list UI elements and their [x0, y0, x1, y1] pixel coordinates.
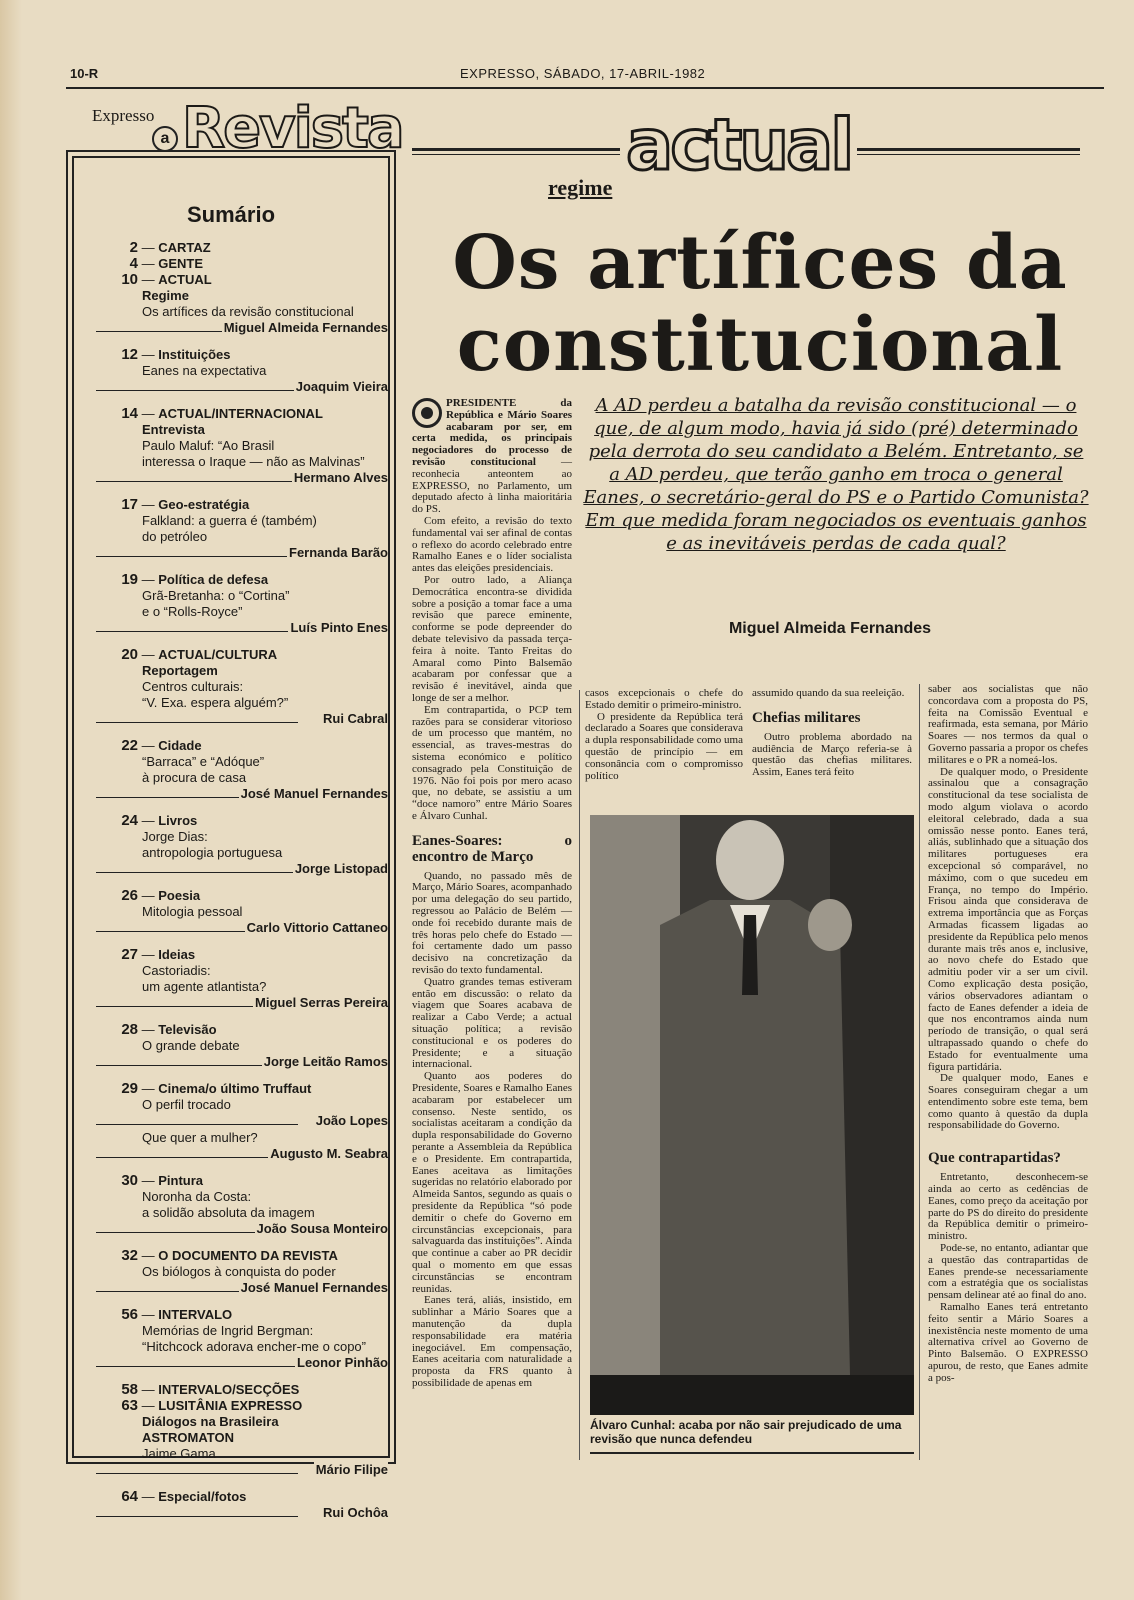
- byline: Miguel Almeida Fernandes: [728, 620, 932, 637]
- summary-section: INTERVALO/SECÇÕES: [158, 1382, 300, 1397]
- summary-page-number: 28: [121, 1021, 138, 1038]
- summary-author: [96, 1462, 388, 1479]
- dash: —: [138, 497, 159, 512]
- summary-line: Eanes na expectativa: [142, 363, 267, 378]
- summary-section: Ideias: [158, 947, 196, 962]
- dash: —: [138, 240, 159, 255]
- lead-text: PRESIDENTE da República e Mário Soares acabaram por ser, em certa medida, os principais negociadores do processo de revisão constitucional: [412, 397, 572, 468]
- summary-line: Paulo Maluf: “Ao Brasil: [142, 438, 275, 453]
- masthead-revista-logo: Revista: [182, 96, 403, 161]
- summary-entry: [96, 497, 388, 562]
- summary-sub: ASTROMATON: [142, 1430, 234, 1445]
- summary-page-number: 56: [121, 1306, 138, 1323]
- summary-author-name: Leonor Pinhão: [297, 1355, 388, 1370]
- summary-entry-head: [96, 1398, 388, 1414]
- photo-figure: [590, 815, 914, 1415]
- summary-author-name: Miguel Serras Pereira: [255, 995, 388, 1010]
- summary-page-number: 14: [121, 405, 138, 422]
- page-number: 10-R: [70, 66, 99, 81]
- summary-entry-head: [96, 647, 388, 663]
- actual-logo: actual: [620, 100, 857, 190]
- summary-line: Que quer a mulher?: [142, 1130, 258, 1145]
- summary-page-number: 4: [129, 255, 138, 272]
- summary-list: [96, 240, 388, 1532]
- summary-section: Instituições: [158, 347, 231, 362]
- summary-line: a solidão absoluta da imagem: [142, 1205, 315, 1220]
- headline-line-1: Os artífices da: [452, 220, 1068, 306]
- summary-author-name: Jorge Listopad: [294, 861, 388, 876]
- paragraph: De qualquer modo, o Presidente assinalou que a consagração constitucional da tese socialista de modo algum violava o acordo eleitoral celebrado, dada a sua omissão nesse ponto. Eanes terá, aliás, sublinhado que a situação dos militares portugueses era excepcional só comparável, no máximo, com o que sucedeu em França, no tempo do Império. Frisou ainda que considerava de extrema importância que as Forças Armadas ficassem ligadas ao presidente da República pelo menos durante mais três anos e, inclusive, ao novo chefe do Estado que admitiu poder vir a ser um civil. Como explicação desta posição, vários observadores adiantam o facto de Eanes defender a ideia de que nos encontramos ainda num período de transição, o qual será ultrapassado quando o chefe do Estado for eventualmente uma figura partidária.: [928, 765, 1088, 1073]
- paragraph: Ramalho Eanes terá entretanto feito sentir a Mário Soares a inexistência neste momento de uma alternativa crível ao Governo de Pinto Balsemão. O EXPRESSO apurou, de resto, que Eanes admite a pos-: [928, 1301, 1088, 1384]
- summary-page-number: 10: [121, 271, 138, 288]
- summary-author: [96, 1280, 388, 1297]
- summary-line: Noronha da Costa:: [142, 1189, 252, 1204]
- summary-line: Castoriadis:: [142, 963, 211, 978]
- dash: —: [138, 347, 159, 362]
- summary-entry: [96, 256, 388, 272]
- summary-entry-head: [96, 813, 388, 829]
- summary-line: um agente atlantista?: [142, 979, 267, 994]
- dash: —: [138, 1398, 159, 1413]
- bullet-icon: [412, 398, 442, 428]
- subheading: Que contrapartidas?: [928, 1150, 1061, 1167]
- column-3: [752, 688, 912, 779]
- summary-entry: [96, 1489, 388, 1522]
- summary-entry-head: [96, 240, 388, 256]
- summary-page-number: 20: [121, 646, 138, 663]
- paragraph: saber aos socialistas que não concordava com a proposta do PS, feita na Comissão Eventual e reafirmada, esta semana, por Mário Soares — nos termos da qual o Governo passaria a propor os chefes militares e o PR a nomeá-los.: [928, 683, 1088, 766]
- paragraph: Em contrapartida, o PCP tem razões para se considerar vitorioso de um processo que mantém, no essencial, as traves-mestras do sistema económico e político consagrado pela Constituição de 1976. Não foi pois por mero acaso que, no debate, se assistiu a um “doce namoro” entre Mário Soares e Álvaro Cunhal.: [412, 703, 572, 822]
- summary-entry-head: [96, 1382, 388, 1398]
- summary-entry-head: [96, 1022, 388, 1038]
- column-2: [585, 688, 743, 782]
- paragraph: Quando, no passado mês de Março, Mário Soares, acompanhado por uma delegação do seu partido, regressou ao Palácio de Belém — onde foi recebido durante mais de três horas pelo chefe do Estado — foi certamente dado um passo decisivo na concretização da revisão do texto fundamental.: [412, 869, 572, 977]
- summary-line: “V. Exa. espera alguém?”: [142, 695, 289, 710]
- deck: A AD perdeu a batalha da revisão constitucional — o que, de algum modo, havia já sido (pré) determinado pela derrota do seu candidato a Belém. Entretanto, se a AD perdeu, que terão ganho em troca o general Eanes, o secretário-geral do PS e o Partido Comunista? Em que medida foram negociados os eventuais ganhos e as inevitáveis perdas de cada qual?: [583, 395, 1089, 554]
- summary-author: [96, 320, 388, 337]
- summary-line: Centros culturais:: [142, 679, 244, 694]
- summary-line: interessa o Iraque — não as Malvinas”: [142, 454, 365, 469]
- summary-entry: [96, 240, 388, 256]
- summary-page-number: 26: [121, 887, 138, 904]
- newspaper-dateline: EXPRESSO, SÁBADO, 17-ABRIL-1982: [460, 66, 706, 81]
- column-1: [412, 398, 572, 1390]
- summary-entry-head: [96, 406, 388, 422]
- summary-section: Política de defesa: [158, 572, 269, 587]
- summary-line: antropologia portuguesa: [142, 845, 283, 860]
- paragraph: assumido quando da sua reeleição.: [752, 687, 905, 699]
- summary-section: Cinema/o último Truffaut: [158, 1081, 312, 1096]
- summary-section: O DOCUMENTO DA REVISTA: [158, 1248, 338, 1263]
- summary-line: Grã-Bretanha: o “Cortina”: [142, 588, 290, 603]
- summary-author-name: José Manuel Fernandes: [240, 1280, 388, 1295]
- summary-entry-head: [96, 1307, 388, 1323]
- dash: —: [138, 1081, 159, 1096]
- summary-author-name: Fernanda Barão: [289, 545, 388, 560]
- summary-line: Os artífices da revisão constitucional: [142, 304, 354, 319]
- dash: —: [138, 256, 159, 271]
- summary-entry-head: [96, 272, 388, 288]
- summary-entry: [96, 813, 388, 878]
- summary-line: O perfil trocado: [142, 1097, 231, 1112]
- summary-author: [96, 711, 388, 728]
- summary-author-name: Mário Filipe: [315, 1462, 388, 1477]
- summary-entry: [96, 1081, 388, 1163]
- dash: —: [138, 947, 159, 962]
- summary-author: [96, 1054, 388, 1071]
- summary-page-number: 22: [121, 737, 138, 754]
- summary-author-name: Rui Ochôa: [322, 1505, 388, 1520]
- summary-line: Os biólogos à conquista do poder: [142, 1264, 336, 1279]
- summary-entry: [96, 1248, 388, 1297]
- summary-section: LUSITÂNIA EXPRESSO: [158, 1398, 303, 1413]
- summary-entry: [96, 888, 388, 937]
- summary-author-name: Luís Pinto Enes: [290, 620, 388, 635]
- summary-entry-head: [96, 1248, 388, 1264]
- dash: —: [138, 647, 159, 662]
- summary-author-name: João Lopes: [315, 1113, 388, 1128]
- summary-entry: [96, 947, 388, 1012]
- summary-page-number: 29: [121, 1080, 138, 1097]
- dash: —: [138, 738, 159, 753]
- paragraph: casos excepcionais o chefe do Estado demitir o primeiro-ministro.: [585, 687, 743, 711]
- summary-section: INTERVALO: [158, 1307, 233, 1322]
- summary-box: [66, 150, 396, 1520]
- summary-page-number: 64: [121, 1488, 138, 1505]
- summary-line: Mitologia pessoal: [142, 904, 243, 919]
- summary-author: [96, 861, 388, 878]
- summary-line: à procura de casa: [142, 770, 247, 785]
- summary-entry: [96, 1398, 388, 1479]
- summary-section: Pintura: [158, 1173, 204, 1188]
- summary-line: “Barraca” e “Adóque”: [142, 754, 265, 769]
- summary-page-number: 19: [121, 571, 138, 588]
- summary-sub: Diálogos na Brasileira: [142, 1414, 279, 1429]
- summary-page-number: 30: [121, 1172, 138, 1189]
- summary-page-number: 24: [121, 812, 138, 829]
- dash: —: [138, 272, 159, 287]
- masthead-expresso: Expresso: [92, 106, 155, 125]
- summary-author-name: Jorge Leitão Ramos: [263, 1054, 388, 1069]
- dash: —: [138, 1248, 159, 1263]
- caption-rule: [590, 1452, 914, 1454]
- dash: —: [138, 1307, 159, 1322]
- summary-entry: [96, 572, 388, 637]
- summary-author: [96, 470, 388, 487]
- summary-entry: [96, 1173, 388, 1238]
- summary-entry-head: [96, 888, 388, 904]
- summary-line: Falkland: a guerra é (também): [142, 513, 317, 528]
- summary-entry-head: [96, 1173, 388, 1189]
- summary-line: “Hitchcock adorava encher-me o copo”: [142, 1339, 366, 1354]
- summary-line: Jaime Gama: [142, 1446, 216, 1461]
- summary-author: [96, 1355, 388, 1372]
- dash: —: [138, 813, 159, 828]
- summary-page-number: 63: [121, 1397, 138, 1414]
- summary-page-number: 17: [121, 496, 138, 513]
- summary-title: Sumário: [186, 202, 276, 227]
- summary-section: Geo-estratégia: [158, 497, 250, 512]
- summary-entry: [96, 647, 388, 728]
- summary-entry-head: [96, 347, 388, 363]
- summary-entry: [96, 272, 388, 337]
- summary-entry-head: [96, 947, 388, 963]
- page-header: [70, 66, 1104, 86]
- paragraph: Entretanto, desconhecem-se ainda ao certo as cedências de Eanes, como preço da aceitação por parte do PS do direito do presidente da República demitir o primeiro-ministro.: [928, 1171, 1088, 1243]
- summary-page-number: 58: [121, 1381, 138, 1398]
- photo-caption: Álvaro Cunhal: acaba por não sair prejudicado de uma revisão que nunca defendeu: [590, 1418, 902, 1446]
- summary-author: [96, 545, 388, 562]
- dash: —: [138, 1173, 159, 1188]
- summary-page-number: 12: [121, 346, 138, 363]
- summary-sub: Regime: [142, 288, 189, 303]
- paragraph: Pode-se, no entanto, adiantar que a questão das contrapartidas de Eanes prende-se necessariamente com a estratégia que os socialistas pensam delinear até ao final do ano.: [928, 1242, 1088, 1302]
- summary-line: e o “Rolls-Royce”: [142, 604, 243, 619]
- headline-line-2: constitucional: [456, 302, 1064, 388]
- section-label: regime: [548, 175, 613, 200]
- summary-author: [96, 620, 388, 637]
- summary-line: O grande debate: [142, 1038, 240, 1053]
- header-rule: [66, 87, 1104, 89]
- summary-entry: [96, 347, 388, 396]
- masthead-a: a: [152, 126, 178, 152]
- paragraph: De qualquer modo, Eanes e Soares conseguiram chegar a um entendimento sobre este tema, bem como quanto à questão da dupla responsabilidade do Governo.: [928, 1072, 1088, 1132]
- summary-page-number: 2: [129, 239, 138, 256]
- summary-section: Cidade: [158, 738, 202, 753]
- summary-entry-head: [96, 738, 388, 754]
- summary-author: [96, 1146, 388, 1163]
- paragraph: Quatro grandes temas estiveram então em discussão: o relato da viagem que Soares acabava de realizar a Cabo Verde; a actual situação política; a revisão constitucional e os poderes do Presidente; e a situação internacional.: [412, 975, 572, 1071]
- column-rule: [579, 690, 580, 1460]
- summary-line: Memórias de Ingrid Bergman:: [142, 1323, 314, 1338]
- dash: —: [138, 1022, 159, 1037]
- paragraph: Outro problema abordado na audiência de Março referia-se à questão das chefias militares. Assim, Eanes terá feito: [752, 730, 912, 779]
- dash: —: [138, 572, 159, 587]
- paragraph: — reconhecia anteontem ao EXPRESSO, no Parlamento, um deputado afecto à linha maioritária do PS.: [412, 455, 573, 516]
- summary-entry: [96, 406, 388, 487]
- summary-section: ACTUAL/CULTURA: [158, 647, 278, 662]
- summary-entry: [96, 1382, 388, 1398]
- summary-sub: Entrevista: [142, 422, 205, 437]
- summary-entry: [96, 738, 388, 803]
- page-edge: [0, 0, 22, 1600]
- column-4: [928, 684, 1088, 1385]
- summary-entry-head: [96, 1081, 388, 1097]
- dash: —: [138, 888, 159, 903]
- dash: —: [138, 406, 159, 421]
- summary-section: CARTAZ: [158, 240, 211, 255]
- summary-author-name: Hermano Alves: [293, 470, 388, 485]
- summary-section: Poesia: [158, 888, 201, 903]
- paragraph: Por outro lado, a Aliança Democrática encontra-se dividida sobre a posição a tomar face a uma revisão que parece eminente, conforme se pode depreender do debate televisivo da passada terça-feira à noite. Tanto Freitas do Amaral como Pinto Balsemão acabaram por confessar que a revisão é inevitável, ainda que longe de ser a melhor.: [412, 573, 572, 704]
- column-rule: [919, 684, 920, 1460]
- subheading: Eanes-Soares: o encontro de Março: [412, 832, 572, 865]
- summary-section: ACTUAL/INTERNACIONAL: [158, 406, 323, 421]
- summary-author: [96, 995, 388, 1012]
- dash: —: [138, 1489, 159, 1504]
- summary-entry-head: [96, 572, 388, 588]
- photo: [590, 815, 914, 1415]
- summary-section: Televisão: [158, 1022, 217, 1037]
- summary-page-number: 27: [121, 946, 138, 963]
- summary-entry-head: [96, 256, 388, 272]
- summary-author-name: João Sousa Monteiro: [256, 1221, 388, 1236]
- summary-author: [96, 920, 388, 937]
- summary-author-name: Joaquim Vieira: [295, 379, 388, 394]
- summary-author: [96, 1221, 388, 1238]
- summary-author-name: Miguel Almeida Fernandes: [223, 320, 388, 335]
- paragraph: Eanes terá, aliás, insistido, em sublinhar a Mário Soares que a manutenção da dupla responsabilidade era matéria inegociável. Em compensação, Eanes aceitaria com naturalidade a proposta da FRS quanto à possibilidade de apenas em: [412, 1294, 572, 1389]
- summary-author-name: José Manuel Fernandes: [240, 786, 388, 801]
- summary-author-name: Carlo Vittorio Cattaneo: [246, 920, 388, 935]
- summary-section: Livros: [158, 813, 198, 828]
- dash: —: [138, 1382, 159, 1397]
- subheading: Chefias militares: [752, 709, 861, 726]
- summary-sub: Reportagem: [142, 663, 218, 678]
- summary-section: GENTE: [158, 256, 204, 271]
- summary-author: [96, 379, 388, 396]
- summary-page-number: 32: [121, 1247, 138, 1264]
- paragraph: O presidente da República terá declarado a Soares que considerava a dupla responsabilidade como uma questão de princípio — em consonância com o compromisso político: [585, 710, 743, 782]
- summary-author: [96, 1113, 388, 1130]
- headline: [430, 222, 1090, 386]
- summary-author-name: Augusto M. Seabra: [270, 1146, 388, 1161]
- summary-author: [96, 786, 388, 803]
- summary-entry: [96, 1307, 388, 1372]
- summary-entry-head: [96, 497, 388, 513]
- summary-entry-head: [96, 1489, 388, 1505]
- summary-entry: [96, 1022, 388, 1071]
- summary-line: Jorge Dias:: [142, 829, 208, 844]
- summary-author: [96, 1505, 388, 1522]
- summary-author-name: Rui Cabral: [322, 711, 388, 726]
- summary-line: do petróleo: [142, 529, 208, 544]
- summary-section: Especial/fotos: [158, 1489, 247, 1504]
- paragraph: Com efeito, a revisão do texto fundamental vai ser afinal de contas o reflexo do acordo celebrado entre Ramalho Eanes e o líder socialista antes das eleições presidenciais.: [412, 514, 572, 575]
- summary-section: ACTUAL: [158, 272, 212, 287]
- paragraph: Quanto aos poderes do Presidente, Soares e Ramalho Eanes acabaram por estabelecer um consenso. Neste sentido, os socialistas aceitaram a condição da dupla responsabilidade do Governo perante a Assembleia da República e o Presidente. Em contrapartida, Eanes aceitava as limitações sugeridas no relatório elaborado por Almeida Santos, segundo as quais o presidente da República “só pode demitir o chefe do Governo em circunstâncias excepcionais, para salvaguarda das instituições”. Ainda que continue a caber ao PR decidir qual o momento em que essas circunstâncias se encontram reunidas.: [412, 1070, 572, 1295]
